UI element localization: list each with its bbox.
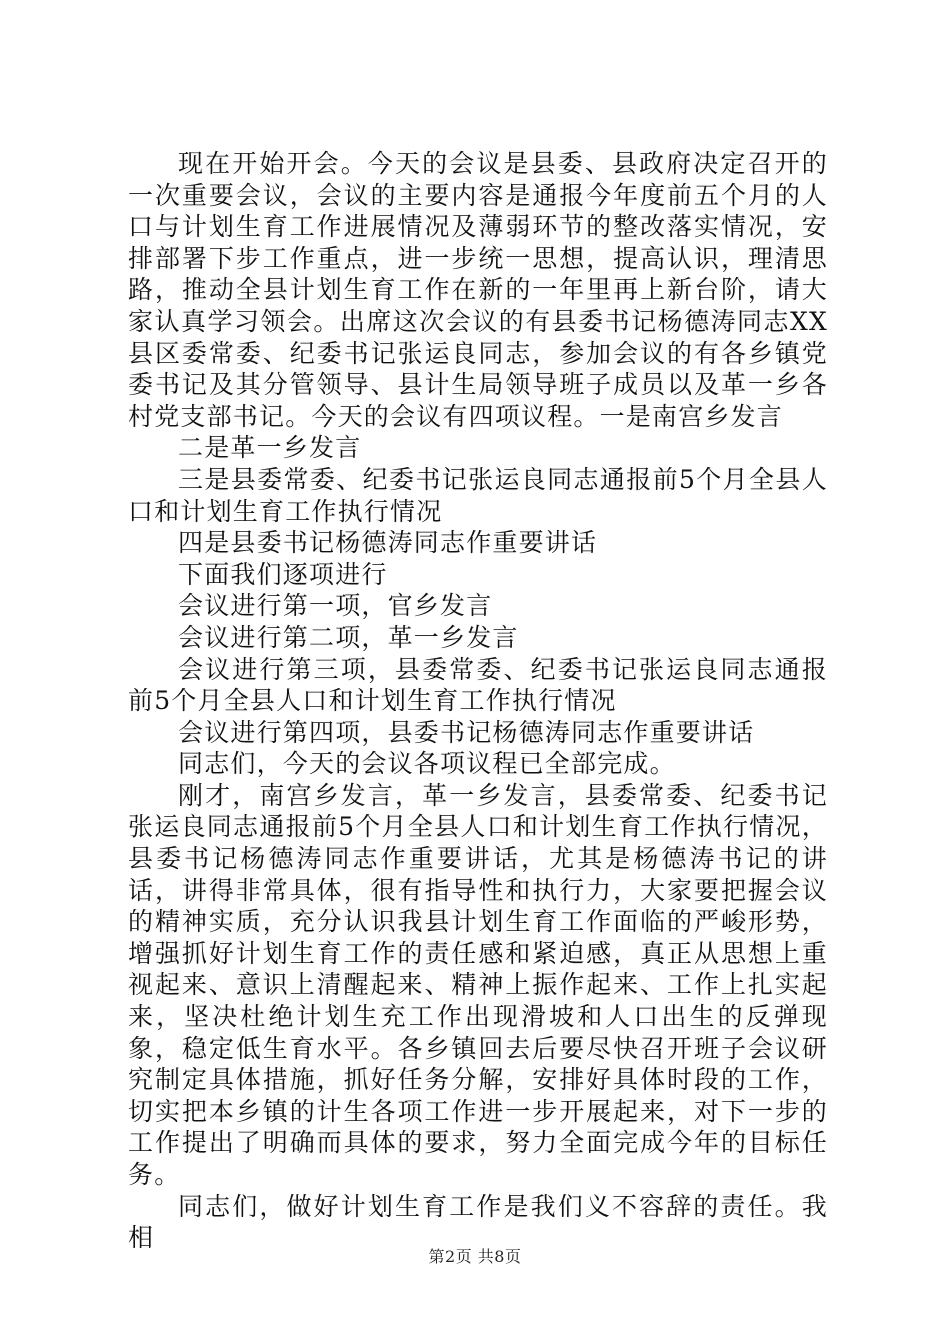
paragraph-summary: 刚才，南宫乡发言，革一乡发言，县委常委、纪委书记张运良同志通报前5个月全县人口和计划生育工作执行情况，县委书记杨德涛同志作重要讲话，尤其是杨德涛书记的讲话，讲得非常具体，很有指导性和执行力，大家要把握会议的精神实质，充分认识我县计划生育工作面临的严峻形势，增强抓好计划生育工作的责任感和紧迫感，真正从思想上重视起来、意识上清醒起来、精神上振作起来、工作上扎实起来，坚决杜绝计划生充工作出现滑坡和人口出生的反弹现象，稳定低生育水平。各乡镇回去后要尽快召开班子会议研究制定具体措施，抓好任务分解，安排好具体时段的工作，切实把本乡镇的计生各项工作进一步开展起来，对下一步的工作提出了明确而具体的要求，努力全面完成今年的目标任务。 (128, 780, 828, 1189)
paragraph-agenda-2: 二是革一乡发言 (178, 433, 362, 463)
paragraph-item-4: 会议进行第四项，县委书记杨德涛同志作重要讲话 (178, 717, 755, 747)
paragraph-item-2: 会议进行第二项，革一乡发言 (178, 622, 519, 652)
paragraph-completed: 同志们，今天的会议各项议程已全部完成。 (178, 749, 676, 779)
paragraph-proceed: 下面我们逐项进行 (178, 559, 388, 589)
paragraph-agenda-4: 四是县委书记杨德涛同志作重要讲话 (178, 528, 598, 558)
paragraph-closing: 同志们，做好计划生育工作是我们义不容辞的责任。我相 (128, 1191, 828, 1253)
paragraph-item-3: 会议进行第三项，县委常委、纪委书记张运良同志通报前5个月全县人口和计划生育工作执行情况 (128, 654, 828, 716)
paragraph-opening: 现在开始开会。今天的会议是县委、县政府决定召开的一次重要会议，会议的主要内容是通报今年度前五个月的人口与计划生育工作进展情况及薄弱环节的整改落实情况，安排部署下步工作重点，进一步统一思想，提高认识，理清思路，推动全县计划生育工作在新的一年里再上新台阶，请大家认真学习领会。出席这次会议的有县委书记杨德涛同志XX县区委常委、纪委书记张运良同志，参加会议的有各乡镇党委书记及其分管领导、县计生局领导班子成员以及革一乡各村党支部书记。今天的会议有四项议程。一是南宫乡发言 (128, 149, 828, 431)
page-number-footer: 第2页 共8页 (428, 1247, 522, 1266)
paragraph-agenda-3: 三是县委常委、纪委书记张运良同志通报前5个月全县人口和计划生育工作执行情况 (128, 464, 828, 526)
document-body (128, 148, 828, 1254)
paragraph-item-1: 会议进行第一项，官乡发言 (178, 591, 493, 621)
